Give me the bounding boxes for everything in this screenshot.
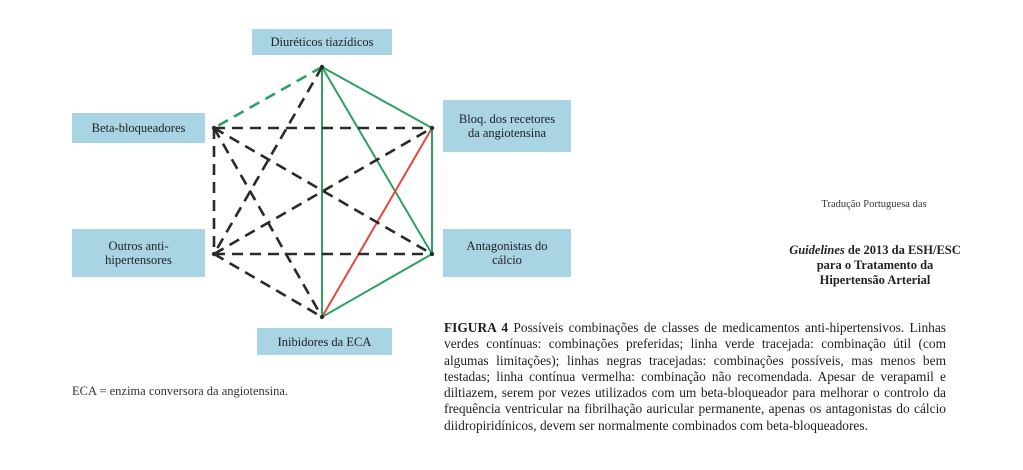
node-diureticos-tiazidicos: Diuréticos tiazídicos [252, 29, 392, 55]
edge-diureticos-bloq [322, 67, 432, 128]
vertex-outros [212, 252, 216, 256]
figure-label: FIGURA 4 [444, 320, 509, 335]
edge-antag-ieca [322, 254, 432, 317]
node-beta-bloqueadores: Beta-bloqueadores [72, 113, 205, 143]
vertex-diureticos [320, 65, 324, 69]
vertex-beta [212, 126, 216, 130]
node-inibidores-eca: Inibidores da ECA [257, 328, 392, 355]
node-antagonistas-calcio: Antagonistas do cálcio [443, 229, 571, 277]
vertex-antag [430, 252, 434, 256]
figure-caption-text: Possíveis combinações de classes de medicamentos anti-hipertensivos. Linhas verdes contínuas: combinações preferidas; linha verde tracejada: combinação útil (com algumas limitações); linhas negras tracejadas: combinações possíveis, mas menos bem testadas; linha contínua vermelha: combinação não recomendada. Apesar de verapamil e diltiazem, serem por vezes utilizados com um beta-bloqueador para melhorar o controlo da frequência ventricular na fibrilhação auricular permanente, apenas os antagonistas do cálcio diidropiridínicos, devem ser normalmente combinados com beta-bloqueadores. [444, 320, 946, 433]
side-heading-rest: de 2013 da ESH/ESC para o Tratamento da Hipertensão Arterial [816, 243, 961, 287]
edge-outros-ieca [214, 254, 322, 317]
node-outros-anti-hipertensores: Outros anti- hipertensores [72, 229, 205, 277]
edge-diureticos-beta [214, 67, 322, 128]
vertex-ieca [320, 315, 324, 319]
eca-footnote: ECA = enzima conversora da angiotensina. [72, 384, 289, 398]
side-heading [786, 243, 964, 288]
side-heading-italic: Guidelines [789, 243, 845, 257]
side-title: Tradução Portuguesa das [821, 199, 927, 210]
figure-caption [444, 320, 946, 434]
node-bloq-recetores-angiotensina: Bloq. dos recetores da angiotensina [443, 100, 571, 152]
vertex-bloq [430, 126, 434, 130]
